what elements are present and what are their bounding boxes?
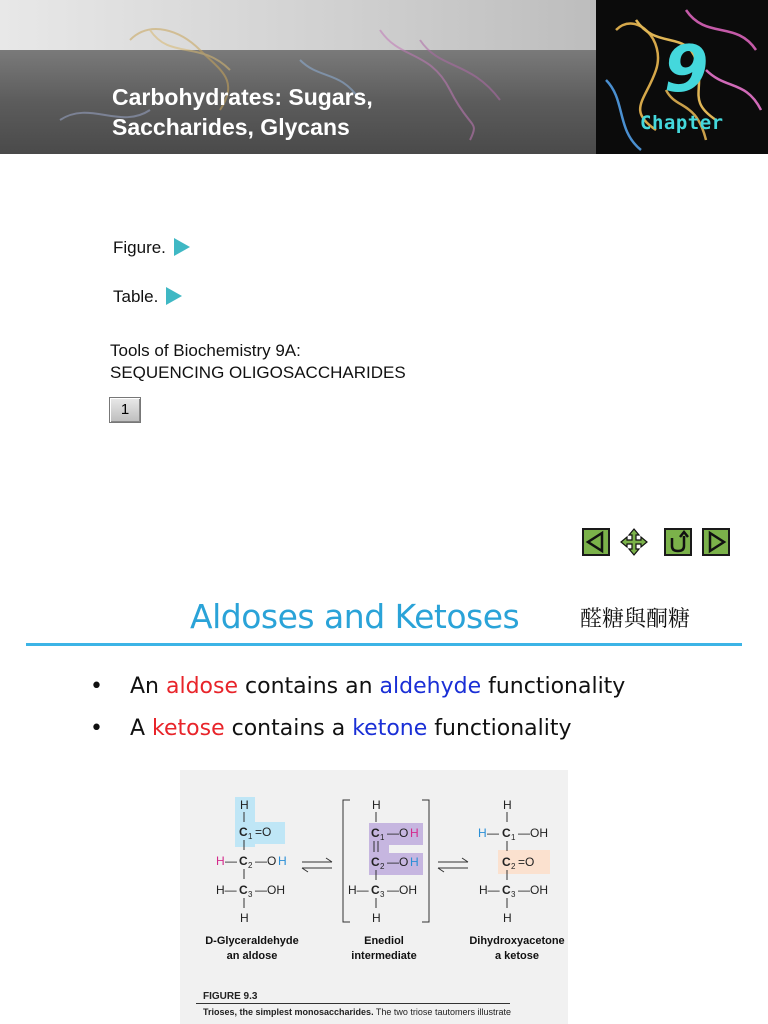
chapter-header (0, 0, 768, 154)
svg-text:C: C (239, 854, 248, 868)
svg-text:H: H (278, 854, 287, 868)
forward-arrow-icon[interactable] (702, 528, 730, 556)
molecule-name: D-Glyceraldehyde (205, 935, 299, 947)
chapter-number: 9 (664, 33, 709, 107)
molecule-type: intermediate (351, 950, 417, 962)
svg-text:—OH: —OH (518, 826, 548, 840)
return-icon[interactable] (664, 528, 692, 556)
bullet-ketose (90, 716, 572, 741)
bullet-text: An (130, 674, 166, 699)
svg-text:C: C (502, 855, 511, 869)
svg-text:1: 1 (380, 833, 385, 842)
svg-text:C: C (239, 825, 248, 839)
bullet-group: ketone (352, 716, 428, 741)
page-1-button[interactable]: 1 (109, 397, 141, 423)
molecule-type: a ketose (494, 950, 540, 962)
bullet-text: functionality (427, 716, 572, 741)
bullet-text: contains an (238, 674, 380, 699)
svg-text:C: C (371, 883, 380, 897)
tools-line-2: SEQUENCING OLIGOSACCHARIDES (110, 363, 406, 382)
svg-text:2: 2 (248, 861, 253, 870)
tools-line-1: Tools of Biochemistry 9A: (110, 341, 301, 360)
svg-text:H: H (478, 826, 487, 840)
bullet-aldose (90, 674, 625, 699)
svg-text:C: C (502, 883, 511, 897)
svg-text:—: — (487, 826, 499, 840)
bullet-term: ketose (152, 716, 225, 741)
svg-text:H—: H— (348, 883, 369, 897)
caption-bold: Trioses, the simplest monosaccharides. (203, 1007, 374, 1017)
bullet-dot: • (90, 716, 103, 741)
svg-text:H—: H— (216, 883, 237, 897)
svg-text:3: 3 (511, 890, 516, 899)
caption-dihydroxyacetone (458, 934, 576, 964)
move-cross-icon[interactable] (620, 528, 648, 556)
svg-text:1: 1 (511, 833, 516, 842)
svg-text:—O: —O (387, 826, 409, 840)
svg-text:H: H (372, 798, 381, 812)
chapter-title: Carbohydrates: Sugars, Saccharides, Glycans (112, 84, 373, 140)
bullet-dot: • (90, 674, 103, 699)
bullet-group: aldehyde (379, 674, 482, 699)
tools-heading (110, 340, 406, 384)
svg-text:C: C (239, 883, 248, 897)
svg-text:2: 2 (511, 862, 516, 871)
slide-subtitle: 醛糖與酮糖 (580, 607, 691, 632)
svg-text:H: H (503, 798, 512, 812)
figure-caption (203, 1007, 511, 1017)
svg-text:H: H (503, 911, 512, 925)
play-arrow-icon[interactable] (174, 238, 190, 256)
svg-text:H—: H— (479, 883, 500, 897)
bullet-text: A (130, 716, 153, 741)
svg-text:=O: =O (255, 825, 272, 839)
svg-text:H: H (372, 911, 381, 925)
svg-text:—: — (225, 854, 237, 868)
table-label: Table. (113, 287, 159, 306)
slide-title: Aldoses and Ketoses (190, 597, 520, 636)
bullet-term: aldose (166, 674, 239, 699)
molecule-name: Dihydroxyacetone (469, 935, 565, 947)
bullet-text: functionality (481, 674, 626, 699)
svg-text:3: 3 (380, 890, 385, 899)
svg-text:H: H (410, 855, 419, 869)
svg-text:—OH: —OH (255, 883, 285, 897)
svg-text:—OH: —OH (387, 883, 417, 897)
svg-text:C: C (502, 826, 511, 840)
figure-rule (196, 1003, 510, 1004)
svg-text:2: 2 (380, 862, 385, 871)
figure-label: FIGURE 9.3 (203, 991, 258, 1002)
svg-text:1: 1 (248, 832, 253, 841)
chapter-label: Chapter (640, 112, 724, 134)
svg-text:H: H (410, 826, 419, 840)
svg-text:H: H (216, 854, 225, 868)
svg-text:C: C (371, 855, 380, 869)
caption-rest: The two triose tautomers illustrate (373, 1007, 511, 1017)
play-arrow-icon[interactable] (166, 287, 182, 305)
molecule-type: an aldose (226, 950, 278, 962)
svg-text:H: H (240, 798, 249, 812)
figure-link[interactable] (113, 238, 190, 258)
svg-text:—OH: —OH (518, 883, 548, 897)
caption-glyceraldehyde (196, 934, 308, 964)
figure-label: Figure. (113, 238, 166, 257)
svg-text:=O: =O (518, 855, 535, 869)
bullet-text: contains a (224, 716, 353, 741)
svg-text:H: H (240, 911, 249, 925)
title-divider (26, 643, 742, 646)
svg-text:—O: —O (387, 855, 409, 869)
back-arrow-icon[interactable] (582, 528, 610, 556)
caption-enediol (334, 934, 434, 964)
molecule-name: Enediol (364, 935, 404, 947)
table-link[interactable] (113, 287, 182, 307)
svg-text:C: C (371, 826, 380, 840)
svg-text:—O: —O (255, 854, 277, 868)
svg-text:3: 3 (248, 890, 253, 899)
